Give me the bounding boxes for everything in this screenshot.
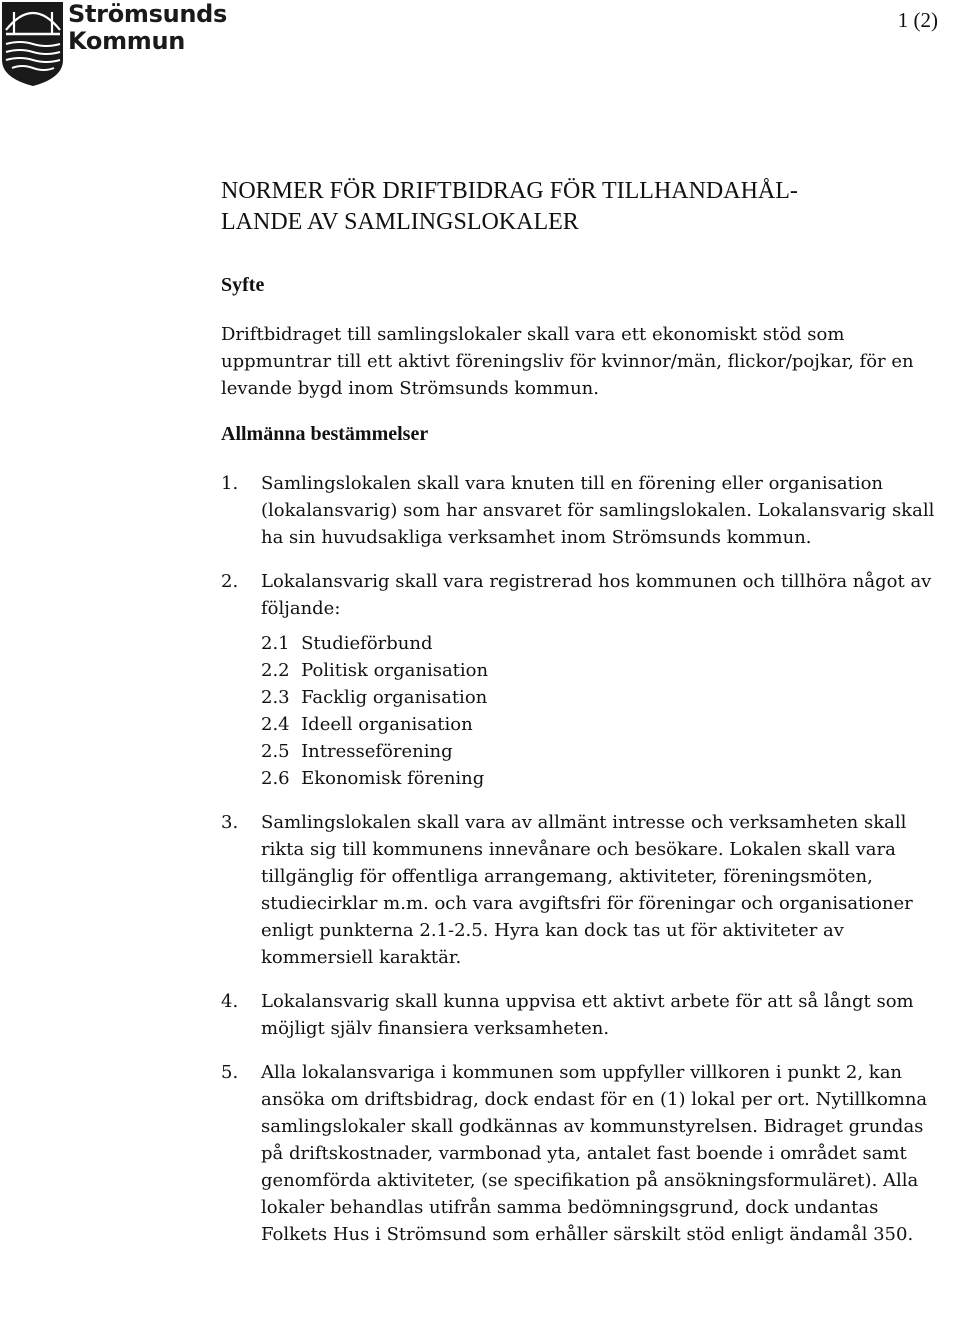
list-item-number: 5. — [221, 1062, 239, 1083]
sub-item: 2.3 Facklig organisation — [261, 687, 488, 708]
list-item-text: Lokalansvarig skall vara registrerad hos kommunen och tillhöra något av följande: — [261, 571, 932, 619]
municipality-name-line2: Kommun — [68, 27, 186, 55]
list-item-text: Alla lokalansvariga i kommunen som uppfyller villkoren i punkt 2, kan ansöka om driftsbidrag, dock endast för en (1) lokal per ort. Nytillkomna samlingslokaler skall godkännas av kommunstyrelsen. Bidraget grundas på driftskostnader, varmbonad yta, antalet fast boende i området samt genomförda aktiviteter, (se specifikation på ansökningsformuläret). Alla lokaler behandlas utifrån samma bedömningsgrund, dock undantas Folkets Hus i Strömsund som erhåller särskilt stöd enligt ändamål 350. — [261, 1062, 928, 1245]
municipality-name-line1: Strömsunds — [68, 0, 228, 28]
section-heading-syfte: Syfte — [221, 274, 265, 296]
list-item-2 — [221, 568, 946, 792]
sub-item: 2.4 Ideell organisation — [261, 714, 473, 735]
sub-list — [261, 630, 946, 792]
list-item-number: 2. — [221, 571, 239, 592]
list-item-number: 4. — [221, 991, 239, 1012]
municipality-name — [68, 1, 227, 55]
section-heading-allmanna: Allmänna bestämmelser — [221, 423, 429, 445]
list-item-5 — [221, 1059, 946, 1248]
list-item-1 — [221, 470, 946, 551]
list-item-text: Lokalansvarig skall kunna uppvisa ett aktivt arbete för att så långt som möjligt själv finansiera verksamheten. — [261, 991, 914, 1039]
list-item-3 — [221, 809, 946, 971]
list-item-number: 1. — [221, 473, 239, 494]
list-item-text: Samlingslokalen skall vara knuten till en förening eller organisation (lokalansvarig) som har ansvaret för samlingslokalen. Lokalansvarig skall ha sin huvudsakliga verksamhet inom Strömsunds kommun. — [261, 473, 935, 548]
municipality-logo — [0, 0, 228, 90]
syfte-paragraph: Driftbidraget till samlingslokaler skall vara ett ekonomiskt stöd som uppmuntrar till ett aktivt föreningsliv för kvinnor/män, flickor/pojkar, för en levande bygd inom Strömsunds kommun. — [221, 324, 914, 399]
page-number: 1 (2) — [897, 8, 938, 32]
sub-item: 2.1 Studieförbund — [261, 633, 433, 654]
list-item-4 — [221, 988, 946, 1042]
document-title: NORMER FÖR DRIFTBIDRAG FÖR TILLHANDAHÅL- LANDE AV SAMLINGSLOKALER — [221, 178, 798, 235]
list-item-text: Samlingslokalen skall vara av allmänt intresse och verksamheten skall rikta sig till kommunens innevånare och besökare. Lokalen skall vara tillgänglig för offentliga arrangemang, aktiviteter, föreningsmöten, studiecirklar m.m. och vara avgiftsfri för föreningar och organisationer enligt punkterna 2.1-2.5. Hyra kan dock tas ut för aktiviteter av kommersiell karaktär. — [261, 812, 913, 968]
coat-of-arms-icon — [0, 0, 66, 88]
sub-item: 2.6 Ekonomisk förening — [261, 768, 485, 789]
document-body — [221, 176, 946, 1265]
list-item-number: 3. — [221, 812, 239, 833]
sub-item: 2.5 Intresseförening — [261, 741, 453, 762]
sub-item: 2.2 Politisk organisation — [261, 660, 489, 681]
